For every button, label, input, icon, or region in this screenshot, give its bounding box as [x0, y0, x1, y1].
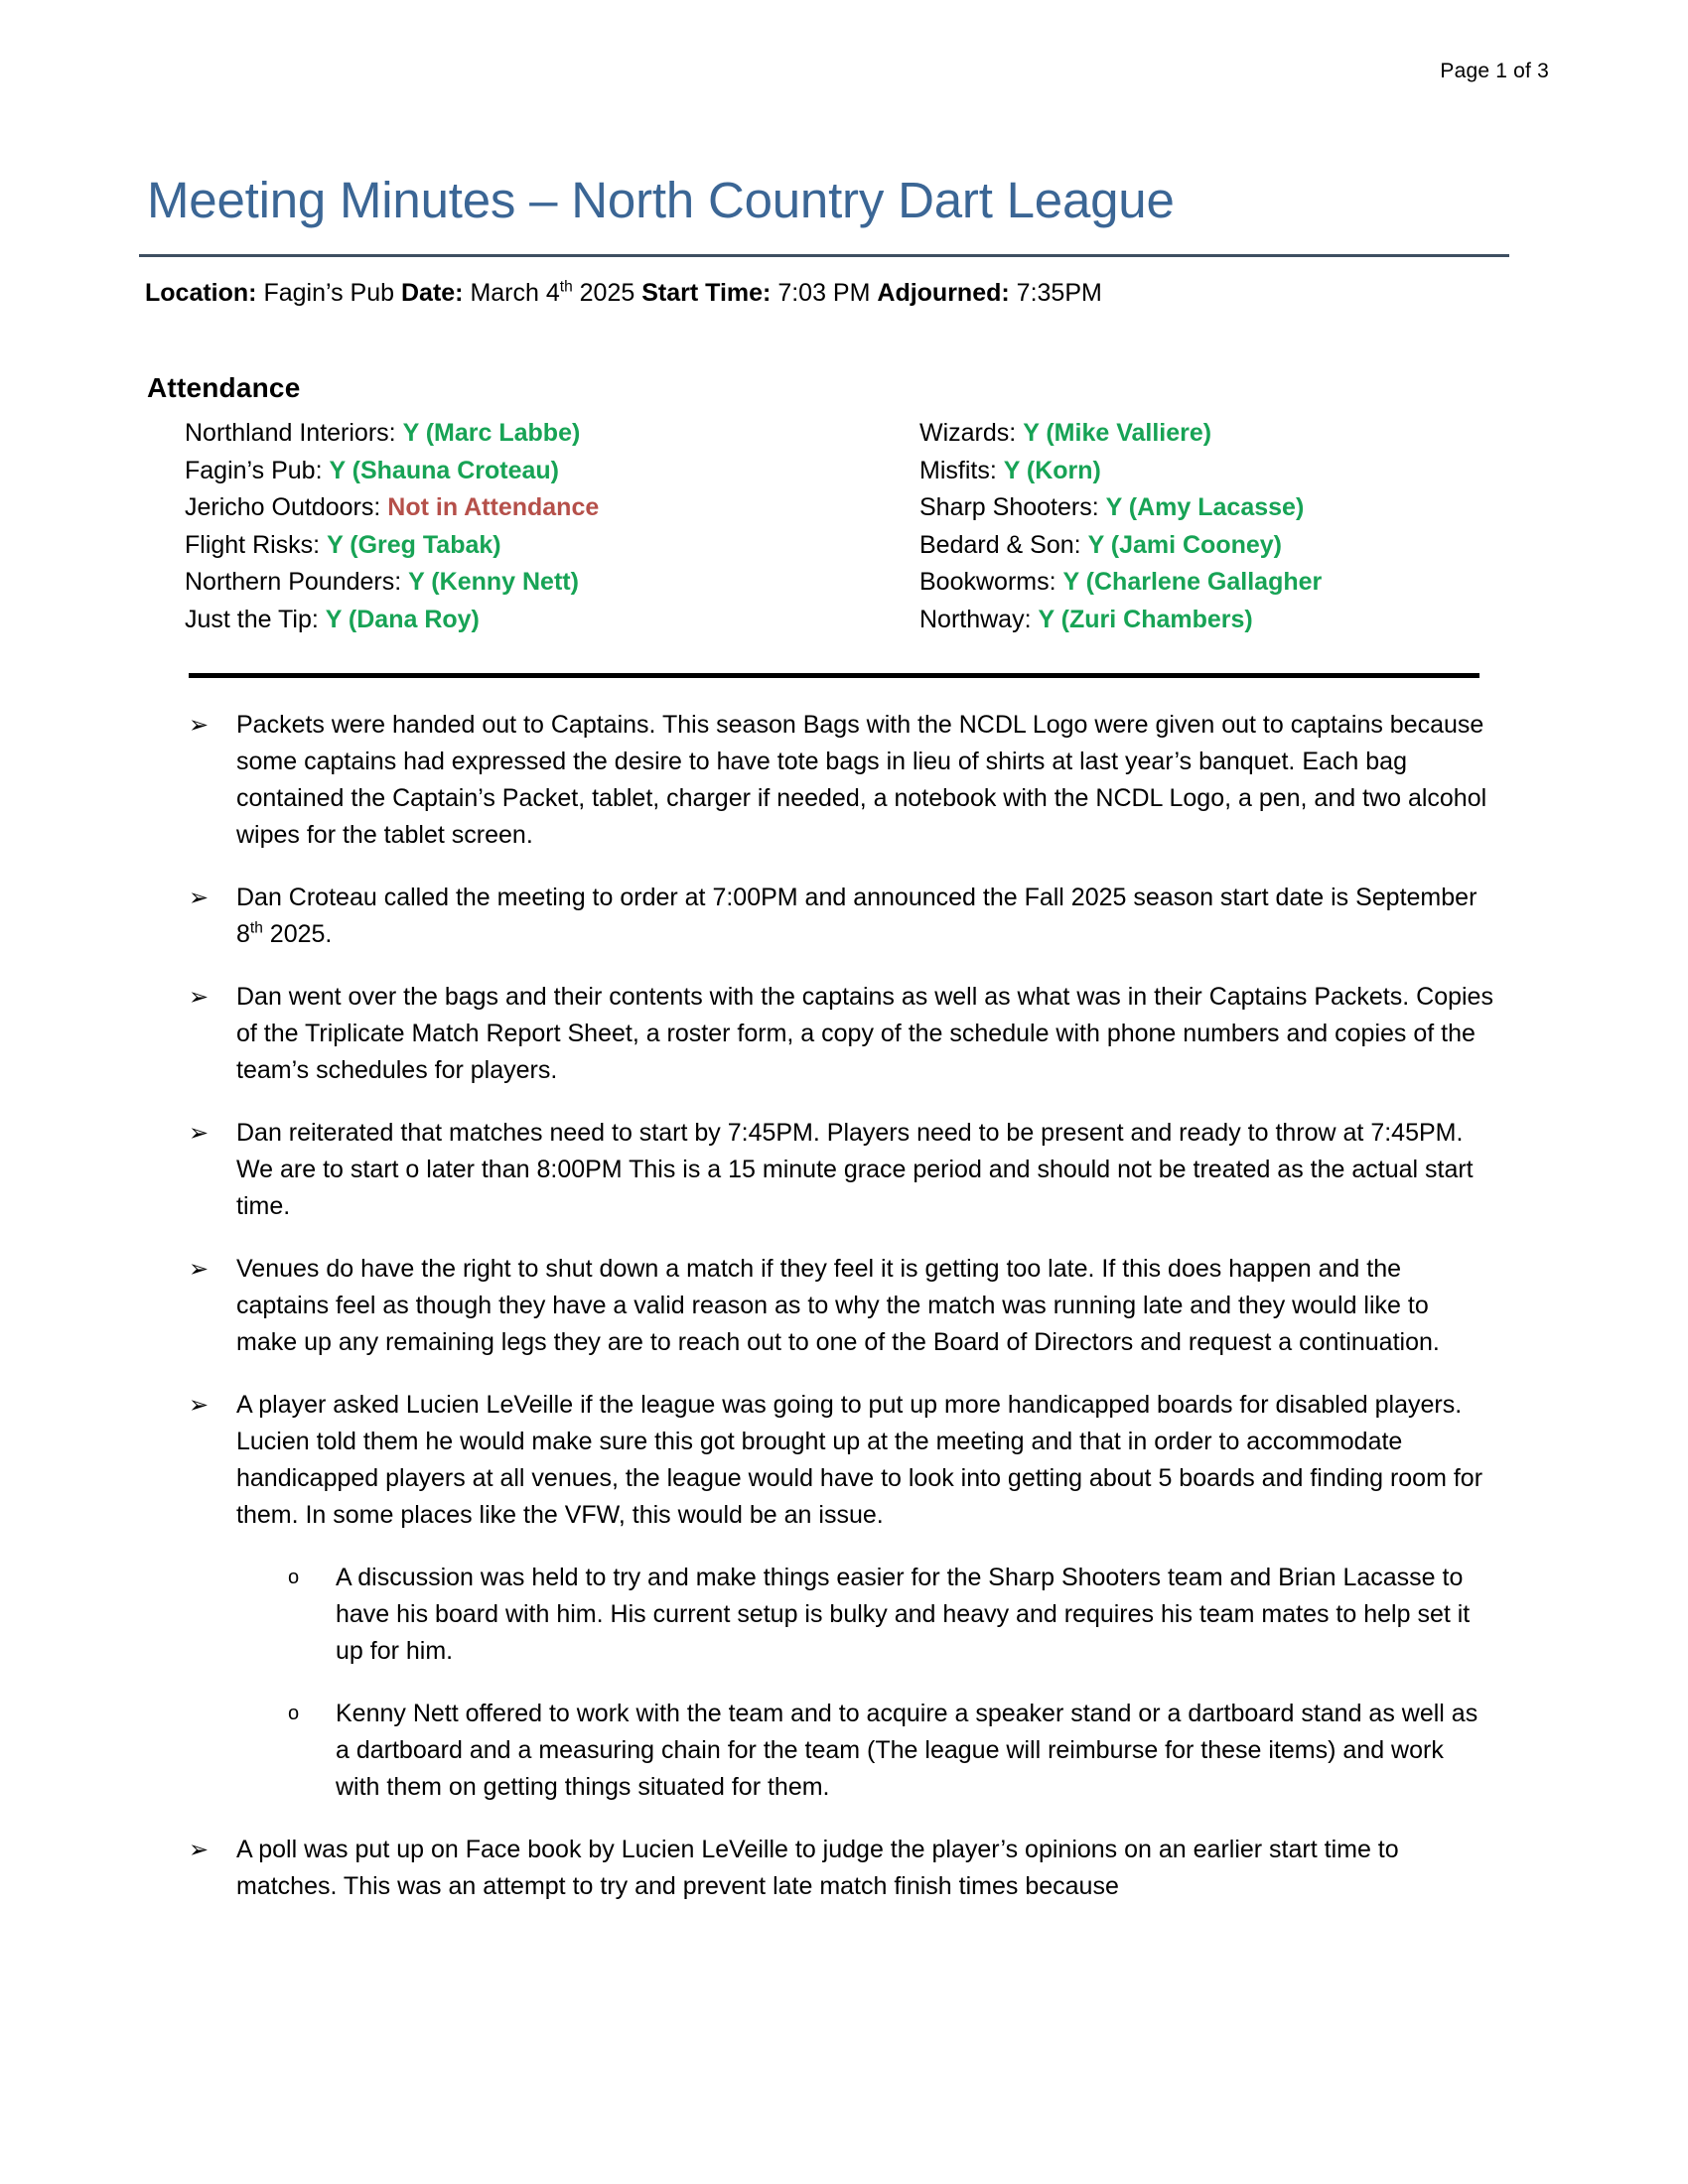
attendance-status-present: Y (Kenny Nett)	[408, 568, 579, 596]
minutes-text-pre: Dan Croteau called the meeting to order at 7:00PM and announced the Fall 2025 season start date is September 8	[236, 884, 1477, 948]
attendance-status-present: Y (Marc Labbe)	[402, 419, 581, 447]
minutes-bullet	[189, 979, 1494, 1089]
attendance-heading: Attendance	[147, 372, 301, 403]
attendance-team-name: Flight Risks:	[185, 530, 321, 559]
attendance-row	[185, 415, 919, 453]
attendance-column-right	[919, 415, 1505, 638]
minutes-bullet-text: A player asked Lucien LeVeille if the league was going to put up more handicapped boards for disabled players. Lucien told them he would make sure this got brought up at the meeting and that in order to accommodate handicapped players at all venues, the league would have to look into getting about 5 boards and finding room for them. In some places like the VFW, this would be an issue.	[236, 1391, 1483, 1529]
attendance-row	[185, 564, 919, 602]
arrow-bullet-icon: ➢	[189, 712, 210, 739]
minutes-bullet	[189, 880, 1494, 953]
adjourned-value: 7:35PM	[1016, 279, 1102, 307]
location-label: Location:	[145, 279, 257, 307]
arrow-bullet-icon: ➢	[189, 1256, 210, 1283]
attendance-status-present: Y (Zuri Chambers)	[1038, 605, 1253, 633]
attendance-row	[919, 453, 1505, 490]
circle-bullet-icon: o	[288, 1567, 300, 1588]
date-value-pre: March 4	[470, 279, 560, 307]
minutes-sub-bullet	[288, 1560, 1494, 1670]
minutes-text-post: 2025.	[262, 920, 333, 948]
page-title: Meeting Minutes – North Country Dart League	[147, 172, 1175, 229]
arrow-bullet-icon: ➢	[189, 984, 210, 1011]
minutes-bullet	[189, 707, 1494, 854]
attendance-status-present: Y (Charlene Gallagher	[1062, 568, 1323, 596]
ordinal-suffix: th	[249, 919, 263, 937]
attendance-status-absent: Not in Attendance	[387, 493, 600, 521]
title-divider	[139, 254, 1509, 257]
attendance-team-name: Jericho Outdoors:	[185, 493, 381, 521]
meeting-meta-line	[145, 276, 1102, 310]
attendance-row	[185, 489, 919, 527]
attendance-row	[185, 527, 919, 565]
attendance-team-name: Wizards:	[919, 419, 1017, 447]
minutes-bullet-text: Dan reiterated that matches need to start by 7:45PM. Players need to be present and ready to throw at 7:45PM. We are to start o later than 8:00PM This is a 15 minute grace period and should not be treated as the actual start time.	[236, 1119, 1474, 1220]
minutes-bullet-text: Venues do have the right to shut down a match if they feel it is getting too late. If this does happen and the captains feel as though they have a valid reason as to why the match was running late and they would like to make up any remaining legs they are to reach out to one of the Board of Directors and request a continuation.	[236, 1255, 1440, 1356]
minutes-bullet	[189, 1387, 1494, 1534]
circle-bullet-icon: o	[288, 1703, 300, 1724]
attendance-column-left	[185, 415, 919, 638]
attendance-row	[919, 415, 1505, 453]
attendance-status-present: Y (Dana Roy)	[325, 605, 480, 633]
start-time-label: Start Time:	[641, 279, 772, 307]
attendance-row	[185, 453, 919, 490]
date-label: Date:	[400, 279, 464, 307]
start-time-value: 7:03 PM	[777, 279, 871, 307]
attendance-team-name: Sharp Shooters:	[919, 493, 1099, 521]
attendance-status-present: Y (Greg Tabak)	[327, 530, 501, 559]
minutes-bullet-text	[236, 880, 1494, 953]
attendance-team-name: Northern Pounders:	[185, 568, 402, 596]
location-value: Fagin’s Pub	[263, 279, 395, 307]
minutes-sub-bullet	[288, 1696, 1494, 1806]
minutes-list	[0, 707, 1688, 1931]
attendance-status-present: Y (Mike Valliere)	[1023, 419, 1212, 447]
attendance-row	[919, 527, 1505, 565]
minutes-bullet	[189, 1115, 1494, 1225]
attendance-row	[185, 602, 919, 639]
minutes-bullet-text: A poll was put up on Face book by Lucien LeVeille to judge the player’s opinions on an earlier start time to matches. This was an attempt to try and prevent late match finish times because	[236, 1836, 1399, 1900]
arrow-bullet-icon: ➢	[189, 1837, 210, 1863]
minutes-bullet-text: Dan went over the bags and their contents with the captains as well as what was in their Captains Packets. Copies of the Triplicate Match Report Sheet, a roster form, a copy of the schedule with phone numbers and copies of the team’s schedules for players.	[236, 983, 1493, 1084]
date-year: 2025	[579, 279, 635, 307]
attendance-team-name: Bedard & Son:	[919, 530, 1081, 559]
arrow-bullet-icon: ➢	[189, 1392, 210, 1419]
arrow-bullet-icon: ➢	[189, 1120, 210, 1147]
attendance-columns	[185, 415, 1505, 638]
attendance-status-present: Y (Jami Cooney)	[1087, 530, 1283, 559]
minutes-bullet-text: Kenny Nett offered to work with the team and to acquire a speaker stand or a dartboard stand as well as a dartboard and a measuring chain for the team (The league will reimburse for these items) and work with them on getting things situated for them.	[336, 1700, 1478, 1801]
attendance-row	[919, 602, 1505, 639]
attendance-team-name: Bookworms:	[919, 568, 1056, 596]
attendance-row	[919, 564, 1505, 602]
arrow-bullet-icon: ➢	[189, 885, 210, 911]
attendance-divider	[189, 673, 1479, 678]
attendance-team-name: Fagin’s Pub:	[185, 456, 323, 484]
adjourned-label: Adjourned:	[877, 279, 1010, 307]
minutes-bullet	[189, 1832, 1494, 1905]
attendance-status-present: Y (Amy Lacasse)	[1105, 493, 1305, 521]
date-ordinal-suffix: th	[559, 278, 573, 296]
page-number: Page 1 of 3	[1440, 60, 1549, 82]
minutes-bullet-text: A discussion was held to try and make things easier for the Sharp Shooters team and Brian Lacasse to have his board with him. His current setup is bulky and heavy and requires his team mates to help set it up for him.	[336, 1564, 1471, 1665]
attendance-team-name: Northland Interiors:	[185, 419, 396, 447]
attendance-team-name: Just the Tip:	[185, 605, 319, 633]
attendance-team-name: Northway:	[919, 605, 1032, 633]
attendance-team-name: Misfits:	[919, 456, 997, 484]
attendance-status-present: Y (Korn)	[1003, 456, 1101, 484]
attendance-status-present: Y (Shauna Croteau)	[329, 456, 559, 484]
minutes-bullet-text: Packets were handed out to Captains. This season Bags with the NCDL Logo were given out to captains because some captains had expressed the desire to have tote bags in lieu of shirts at last year’s banquet. Each bag contained the Captain’s Packet, tablet, charger if needed, a notebook with the NCDL Logo, a pen, and two alcohol wipes for the tablet screen.	[236, 711, 1487, 849]
attendance-row	[919, 489, 1505, 527]
minutes-bullet	[189, 1251, 1494, 1361]
